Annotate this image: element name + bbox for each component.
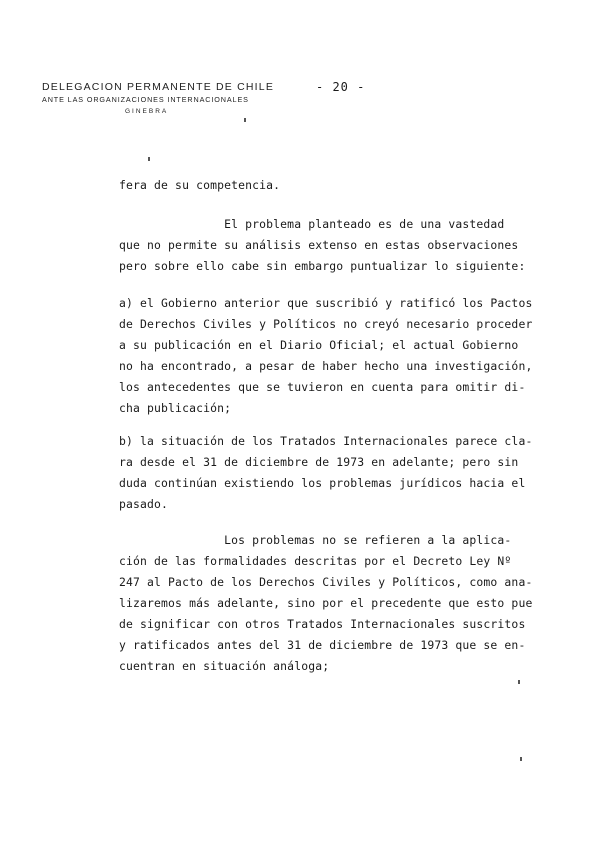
- body-line: a su publicación en el Diario Oficial; el actual Gobierno: [119, 338, 519, 352]
- body-line: ra desde el 31 de diciembre de 1973 en adelante; pero sin: [119, 455, 519, 469]
- body-line: fera de su competencia.: [119, 178, 281, 192]
- body-line: duda continúan existiendo los problemas jurídicos hacia el: [119, 476, 526, 490]
- scan-speck: [518, 680, 520, 684]
- body-line: de Derechos Civiles y Políticos no creyó necesario proceder: [119, 317, 533, 331]
- letterhead-delegation: DELEGACION PERMANENTE DE CHILE: [42, 81, 275, 93]
- body-line: 247 al Pacto de los Derechos Civiles y Políticos, como ana-: [119, 575, 533, 589]
- body-line: y ratificados antes del 31 de diciembre de 1973 que se en-: [119, 638, 526, 652]
- body-line: cuentran en situación análoga;: [119, 659, 330, 673]
- scan-speck: [244, 118, 246, 122]
- body-line: El problema planteado es de una vastedad: [119, 217, 505, 231]
- body-line: los antecedentes que se tuvieron en cuenta para omitir di-: [119, 380, 526, 394]
- scan-speck: [148, 157, 150, 161]
- body-line: lizaremos más adelante, sino por el precedente que esto pue: [119, 596, 533, 610]
- letterhead-organizations: ANTE LAS ORGANIZACIONES INTERNACIONALES: [42, 95, 249, 104]
- body-line: a) el Gobierno anterior que suscribió y ratificó los Pactos: [119, 296, 533, 310]
- scan-speck: [520, 757, 522, 761]
- body-line: cha publicación;: [119, 401, 232, 415]
- body-line: b) la situación de los Tratados Internacionales parece cla-: [119, 434, 533, 448]
- body-line: no ha encontrado, a pesar de haber hecho una investigación,: [119, 359, 533, 373]
- body-line: Los problemas no se refieren a la aplica-: [119, 533, 512, 547]
- page-number: - 20 -: [316, 80, 366, 94]
- body-line: que no permite su análisis extenso en estas observaciones: [119, 238, 519, 252]
- letterhead: [42, 80, 302, 118]
- body-line: ción de las formalidades descritas por el Decreto Ley Nº: [119, 554, 512, 568]
- body-line: pasado.: [119, 497, 169, 511]
- body-line: de significar con otros Tratados Internacionales suscritos: [119, 617, 526, 631]
- body-line: pero sobre ello cabe sin embargo puntualizar lo siguiente:: [119, 259, 526, 273]
- letterhead-city: GINEBRA: [125, 108, 169, 115]
